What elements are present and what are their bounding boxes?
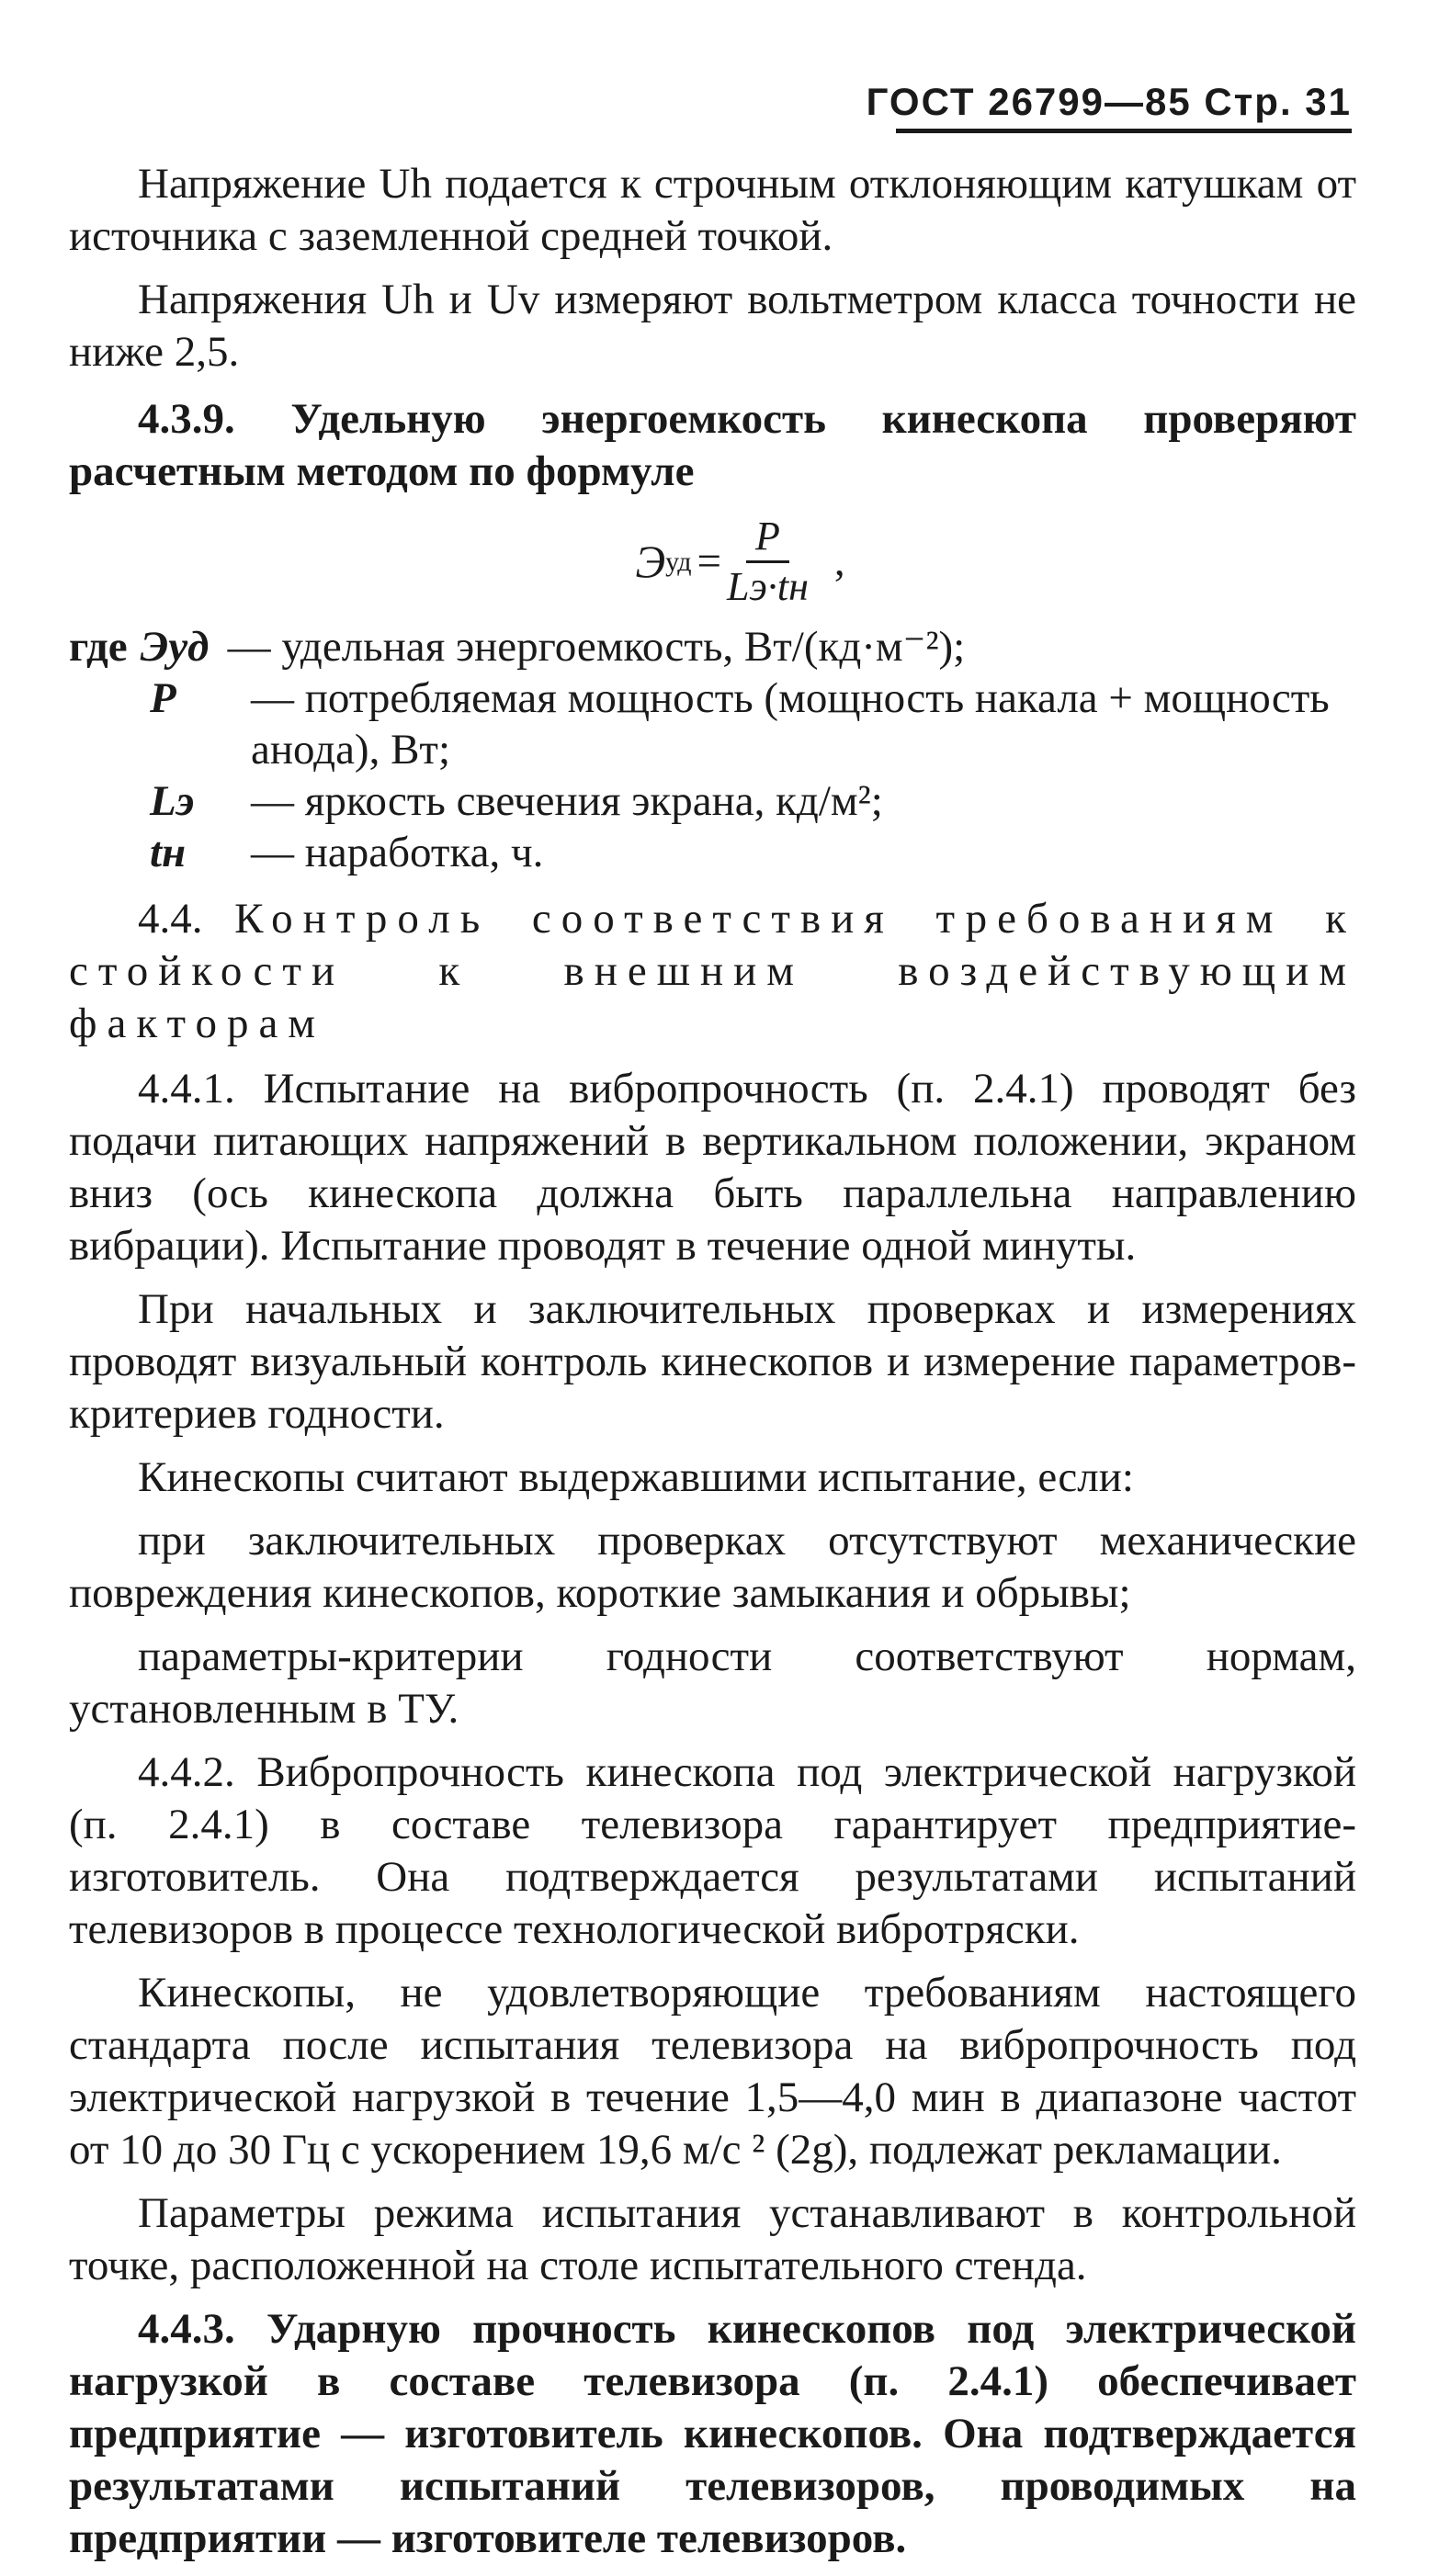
formula-lhs: Э [635,535,666,587]
paragraph-condition-2: параметры-критерии годности соответствуют нормам, установленным в ТУ. [69,1633,1356,1733]
formula [124,511,1356,612]
definition-symbol: tн [150,829,187,876]
definition-text: — удельная энергоемкость, Вт/(кд·м⁻²); [227,623,966,671]
formula-denominator: Lэ·tн [726,563,809,609]
section-number: 4.4. [138,895,203,943]
definitions-list [69,621,1356,878]
paragraph-4-4-1: 4.4.1. Испытание на вибропрочность (п. 2.4.1) проводят без подачи питающих напряжений в вертикальном положении, экраном вниз (ось кинескопа должна быть параллельна направлению вибрации). Испытание проводят в течение одной минуты. [69,1065,1356,1270]
paragraph-passed-if: Кинескопы считают выдержавшими испытание, если: [138,1453,1134,1501]
paragraph-4-4-2: 4.4.2. Вибропрочность кинескопа под электрической нагрузкой (п. 2.4.1) в составе телевизора гарантирует предприятие-изготовитель. Она подтверждается результатами испытаний телевизоров в процессе технологической вибротряски. [69,1748,1356,1953]
paragraph-uh: Напряжение Uh подается к строчным отклоняющим катушкам от источника с заземленной средней точкой. [69,160,1356,260]
section-4-4-heading [69,893,1356,1050]
clause-4-3-9: 4.3.9. Удельную энергоемкость кинескопа проверяют расчетным методом по формуле [69,395,1356,495]
paragraph-checks: При начальных и заключительных проверках и измерениях проводят визуальный контроль кинескопов и измерение параметров-критериев годности. [69,1285,1356,1438]
definition-row [69,827,1356,878]
definition-row [69,672,1356,775]
definition-text: — потребляемая мощность (мощность накала + мощность анода), Вт; [251,674,1330,774]
paragraph-reclamation: Кинескопы, не удовлетворяющие требованиям настоящего стандарта после испытания телевизора на вибропрочность под электрической нагрузкой в течение 1,5—4,0 мин в диапазоне частот от 10 до 30 Гц с ускорением 19,6 м/с ² (2g), подлежат рекламации. [69,1969,1356,2174]
header-rule [896,129,1352,133]
definition-symbol: Lэ [150,777,195,825]
section-title: Контроль соответствия требованиям к стойкости к внешним воздействующим факторам [69,895,1356,1047]
paragraph-uh-uv: Напряжения Uh и Uv измеряют вольтметром класса точности не ниже 2,5. [69,276,1356,376]
definition-symbol: Эуд [140,623,210,671]
paragraph-test-mode: Параметры режима испытания устанавливают в контрольной точке, расположенной на столе испытательного стенда. [69,2189,1356,2289]
definition-row [69,621,1356,672]
paragraph-condition-1: при заключительных проверках отсутствуют механические повреждения кинескопов, короткие замыкания и обрывы; [69,1517,1356,1617]
paragraph-4-4-3: 4.4.3. Ударную прочность кинескопов под электрической нагрузкой в составе телевизора (п. 2.4.1) обеспечивает предприятие — изготовитель кинескопов. Она подтверждается результатами испытаний телевизоров, проводимых на предприятии — изготовителе телевизоров. [69,2305,1356,2562]
formula-fraction [727,513,809,611]
definition-row [69,775,1356,827]
formula-comma: , [833,537,845,585]
definition-text: — наработка, ч. [251,829,544,876]
definition-lead: где [69,623,128,671]
definition-text: — яркость свечения экрана, кд/м²; [251,777,883,825]
formula-equals: = [697,537,721,585]
formula-numerator: P [746,513,789,563]
definition-symbol: P [150,674,176,722]
page-content [69,158,1356,2576]
formula-lhs-sub: уд [665,546,692,577]
page-header: ГОСТ 26799—85 Стр. 31 [866,80,1352,123]
